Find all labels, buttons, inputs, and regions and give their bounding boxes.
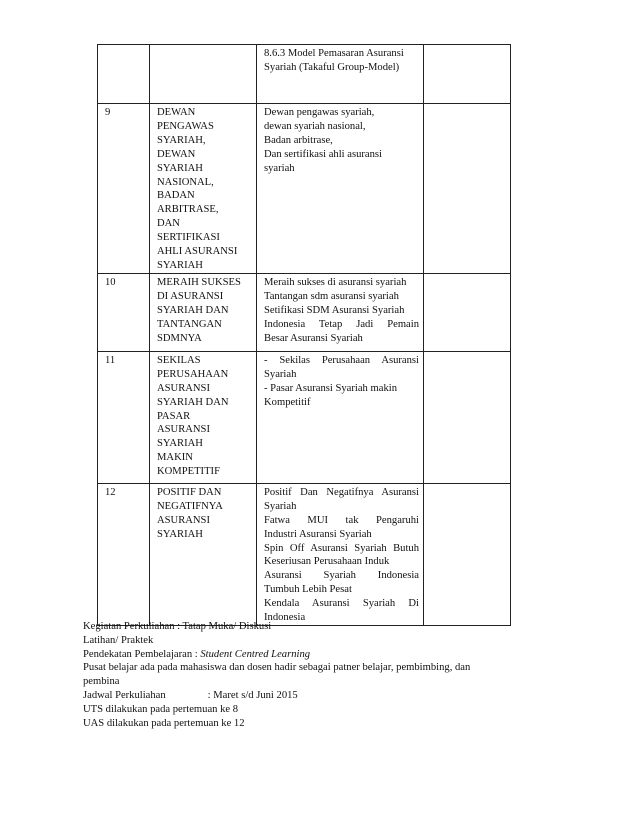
topic-line: DAN <box>157 218 180 230</box>
content-line: Indonesia Tetap Jadi Pemain <box>264 318 419 330</box>
topic-cell <box>150 483 257 625</box>
content-line: Tumbuh Lebih Pesat <box>264 584 352 596</box>
content-line: Dan sertifikasi ahli asuransi <box>264 148 382 160</box>
topic-line: BADAN <box>157 190 195 202</box>
content-line: - Sekilas Perusahaan Asuransi <box>264 354 419 366</box>
topic-line: NEGATIFNYA <box>157 500 223 512</box>
content-line: Kendala Asuransi Syariah Di <box>264 598 419 610</box>
content-line: Syariah <box>264 500 297 512</box>
content-line: Meraih sukses di asuransi syariah <box>264 276 407 288</box>
uas-line: UAS dilakukan pada pertemuan ke 12 <box>83 717 245 729</box>
topic-cell <box>150 273 257 351</box>
table-row <box>98 273 511 351</box>
row-number-cell <box>98 45 150 104</box>
topic-line: DEWAN <box>157 148 196 160</box>
jadwal-label: Jadwal Perkuliahan <box>83 689 166 701</box>
row-number: 11 <box>105 354 116 366</box>
row-number-cell <box>98 351 150 483</box>
table-row <box>98 104 511 274</box>
topic-line: ASURANSI <box>157 514 210 526</box>
content-line: Besar Asuransi Syariah <box>264 332 363 344</box>
topic-line: PENGAWAS <box>157 120 214 132</box>
topic-line: PERUSAHAAN <box>157 368 229 380</box>
content-line: dewan syariah nasional, <box>264 120 366 132</box>
jadwal-value: : Maret s/d Juni 2015 <box>207 689 298 701</box>
content-cell <box>257 45 424 104</box>
topic-line: MAKIN <box>157 452 193 464</box>
content-line: Syariah (Takaful Group-Model) <box>264 61 400 73</box>
content-cell <box>257 104 424 274</box>
pusat-belajar-line-1: Pusat belajar ada pada mahasiswa dan dosen hadir sebagai patner belajar, pembimbing, dan <box>83 662 471 674</box>
topic-line: SYARIAH <box>157 259 203 271</box>
row-number-cell <box>98 483 150 625</box>
topic-line: KOMPETITIF <box>157 466 220 478</box>
content-line: Asuransi Syariah Indonesia <box>264 570 419 582</box>
table-row <box>98 45 511 104</box>
topic-cell <box>150 351 257 483</box>
content-line: Badan arbitrase, <box>264 134 333 146</box>
row-number-cell <box>98 104 150 274</box>
content-line: Spin Off Asuransi Syariah Butuh <box>264 542 419 554</box>
extra-cell <box>424 45 511 104</box>
topic-line: SYARIAH DAN <box>157 396 229 408</box>
topic-line: SERTIFIKASI <box>157 232 220 244</box>
topic-line: SDMNYA <box>157 332 202 344</box>
jadwal-line <box>83 689 523 703</box>
topic-line: PASAR <box>157 410 191 422</box>
table-row <box>98 483 511 625</box>
topic-cell <box>150 104 257 274</box>
topic-line: AHLI ASURANSI <box>157 246 238 258</box>
extra-cell <box>424 483 511 625</box>
topic-line: SYARIAH <box>157 162 203 174</box>
pusat-belajar-line-2: pembina <box>83 676 120 688</box>
content-cell <box>257 483 424 625</box>
topic-line: ARBITRASE, <box>157 204 219 216</box>
topic-line: TANTANGAN <box>157 318 222 330</box>
syllabus-table-body <box>98 45 511 626</box>
content-line: Indonesia <box>264 612 306 624</box>
extra-cell <box>424 351 511 483</box>
topic-line: SYARIAH <box>157 528 203 540</box>
content-cell <box>257 273 424 351</box>
kegiatan-line: Kegiatan Perkuliahan : Tatap Muka/ Diskusi <box>83 621 272 632</box>
content-line: Syariah <box>264 368 297 380</box>
content-cell <box>257 351 424 483</box>
content-line: syariah <box>264 162 295 174</box>
row-number-cell <box>98 273 150 351</box>
extra-cell <box>424 273 511 351</box>
content-line: 8.6.3 Model Pemasaran Asuransi <box>264 48 404 59</box>
topic-line: ASURANSI <box>157 382 210 394</box>
topic-line: SEKILAS <box>157 354 201 366</box>
topic-line: SYARIAH, <box>157 134 206 146</box>
row-number: 9 <box>105 107 111 118</box>
pendekatan-line <box>83 648 523 662</box>
content-line: Fatwa MUI tak Pengaruhi <box>264 514 419 526</box>
content-line: Industri Asuransi Syariah <box>264 528 372 540</box>
content-line: Kompetitif <box>264 396 311 408</box>
syllabus-table <box>97 44 511 626</box>
topic-line: ASURANSI <box>157 424 210 436</box>
pendekatan-label: Pendekatan Pembelajaran : <box>83 648 201 660</box>
content-line: - Pasar Asuransi Syariah makin <box>264 382 397 394</box>
topic-line: NASIONAL, <box>157 176 214 188</box>
content-line: Tantangan sdm asuransi syariah <box>264 290 399 302</box>
extra-cell <box>424 104 511 274</box>
content-line: Positif Dan Negatifnya Asuransi <box>264 486 419 498</box>
topic-line: MERAIH SUKSES <box>157 276 241 288</box>
content-line: Dewan pengawas syariah, <box>264 107 375 118</box>
topic-line: DEWAN <box>157 107 196 118</box>
topic-line: POSITIF DAN <box>157 486 222 498</box>
uts-line: UTS dilakukan pada pertemuan ke 8 <box>83 703 239 715</box>
row-number: 12 <box>105 486 116 498</box>
topic-cell <box>150 45 257 104</box>
topic-line: SYARIAH <box>157 438 203 450</box>
topic-line: DI ASURANSI <box>157 290 224 302</box>
topic-line: SYARIAH DAN <box>157 304 229 316</box>
latihan-line: Latihan/ Praktek <box>83 634 154 646</box>
table-row <box>98 351 511 483</box>
content-line: Keseriusan Perusahaan Induk <box>264 556 390 568</box>
content-line: Setifikasi SDM Asuransi Syariah <box>264 304 405 316</box>
row-number: 10 <box>105 276 116 288</box>
pendekatan-value: Student Centred Learning <box>200 648 311 660</box>
course-notes <box>83 620 523 730</box>
